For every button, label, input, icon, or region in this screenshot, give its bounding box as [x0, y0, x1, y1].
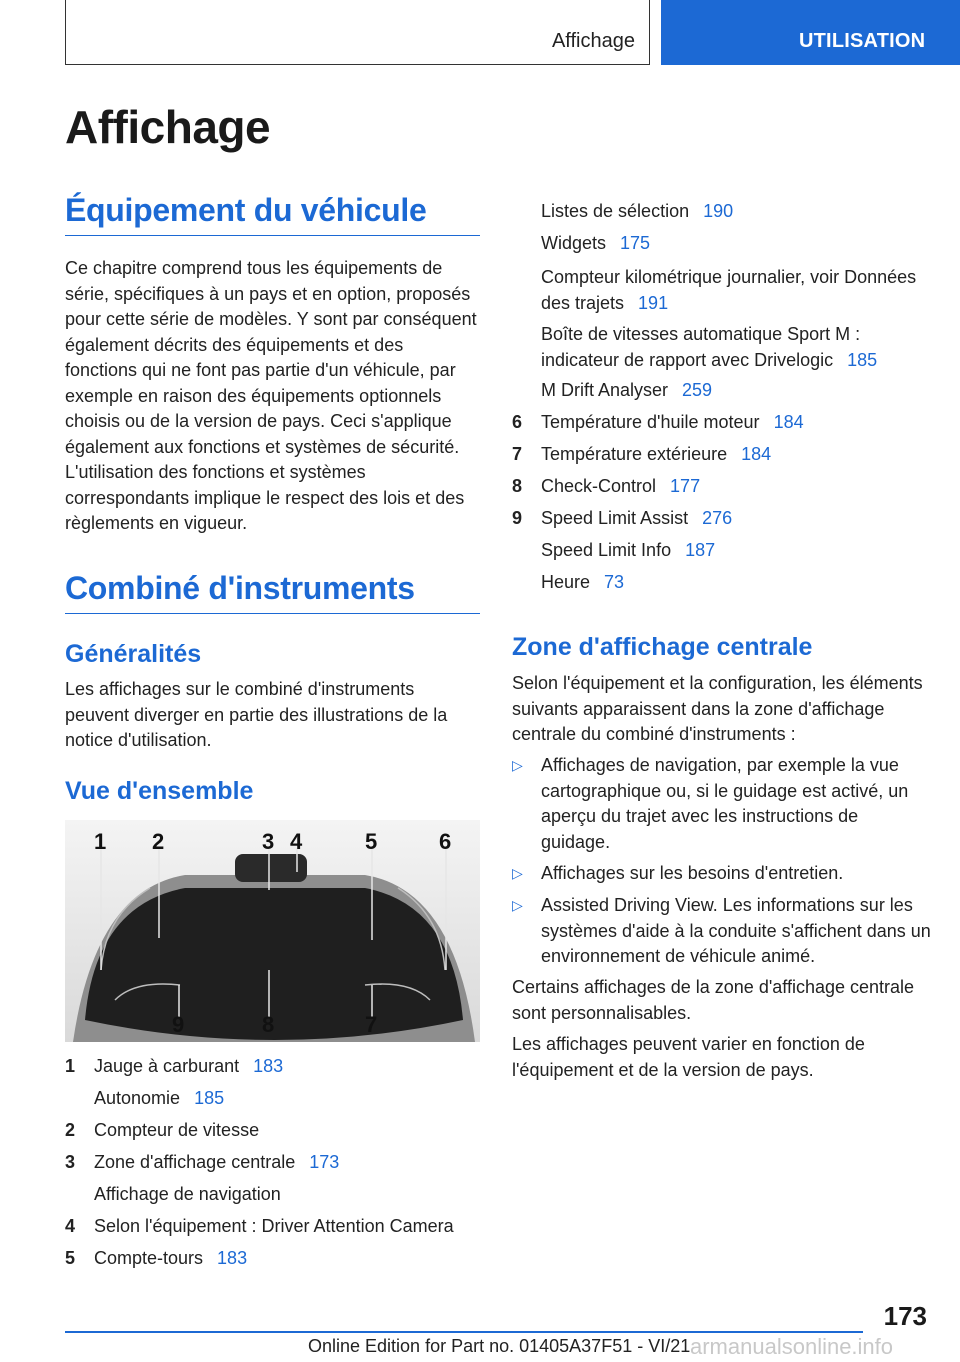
generalites-body: Les affichages sur le combiné d'instruments peuvent diverger en partie des illustrations de la notice d'utilisation.: [65, 679, 448, 750]
callout-1: 1: [94, 829, 107, 854]
subsection-title-zone: Zone d'affichage centrale: [512, 633, 813, 661]
subsection-title-vue: Vue d'ensemble: [65, 777, 254, 805]
page-ref-link[interactable]: 191: [638, 292, 669, 313]
footer-divider: [65, 1331, 863, 1333]
page-ref-link[interactable]: 190: [703, 201, 734, 221]
zone-intro: Selon l'équipement et la configuration, les éléments suivants apparaissent dans la zone d'affichage centrale du combiné d'instruments :: [512, 673, 923, 744]
page-ref-link[interactable]: 187: [685, 540, 716, 560]
callout-9: 9: [172, 1012, 185, 1037]
page-ref-link[interactable]: 185: [847, 349, 878, 370]
page-ref-link[interactable]: 185: [194, 1088, 225, 1108]
subsection-title-generalites: Généralités: [65, 640, 202, 668]
zone-para-1: Certains affichages de la zone d'affichage centrale sont personnalisables.: [512, 977, 915, 1023]
page-ref-link[interactable]: 177: [670, 476, 701, 496]
page-ref-link[interactable]: 175: [620, 233, 651, 253]
triangle-bullet-icon: ▷: [512, 757, 523, 773]
triangle-bullet-icon: ▷: [512, 897, 523, 913]
zone-para-2: Les affichages peuvent varier en fonction de l'équipement et de la version de pays.: [512, 1034, 865, 1080]
page-ref-link[interactable]: 173: [309, 1152, 340, 1172]
header-section-title: Affichage: [551, 30, 635, 52]
callout-2: 2: [152, 829, 165, 854]
footer-edition: Online Edition for Part no. 01405A37F51 - VI/21: [308, 1336, 691, 1356]
driver-camera-shape: [235, 854, 307, 882]
page-title: Affichage: [65, 101, 271, 153]
callout-7: 7: [365, 1012, 378, 1037]
page-ref-link[interactable]: 183: [217, 1248, 248, 1268]
equipement-body: Ce chapitre comprend tous les équipements de série, spécifiques à un pays et en option, proposés pour cette série de modèles. Y sont par conséquent également décrits des équipements et des fonctions qui ne font pas partie d'un véhicule, par exemple en raison des équipements optionnels choisis ou de la version de pays. Ceci s'applique également aux fonctions et systèmes de sécurité. L'utilisation des fonctions et systèmes correspondants implique le respect des lois et des règlements en vigueur.: [65, 258, 477, 533]
callout-6: 6: [439, 829, 452, 854]
instrument-cluster-figure: [65, 820, 480, 1042]
header-chapter-tab[interactable]: [661, 0, 960, 65]
triangle-bullet-icon: ▷: [512, 865, 523, 881]
section-title-combine: Combiné d'instruments: [65, 570, 480, 614]
section-title-equipement: Équipement du véhicule: [65, 192, 480, 236]
watermark: armanualsonline.info: [690, 1334, 894, 1359]
callout-5: 5: [365, 829, 378, 854]
callout-8: 8: [262, 1012, 275, 1037]
header-section-box: [65, 0, 650, 65]
callout-3: 3: [262, 829, 275, 854]
page-ref-link[interactable]: 73: [604, 572, 625, 592]
page-ref-link[interactable]: 276: [702, 508, 733, 528]
page-ref-link[interactable]: 184: [741, 444, 772, 464]
callout-4: 4: [290, 829, 303, 854]
page-ref-link[interactable]: 259: [682, 380, 713, 400]
page-ref-link[interactable]: 183: [253, 1056, 284, 1076]
page-number: 173: [883, 1301, 927, 1331]
page-ref-link[interactable]: 184: [773, 412, 804, 432]
header-chapter-title: UTILISATION: [799, 30, 926, 52]
